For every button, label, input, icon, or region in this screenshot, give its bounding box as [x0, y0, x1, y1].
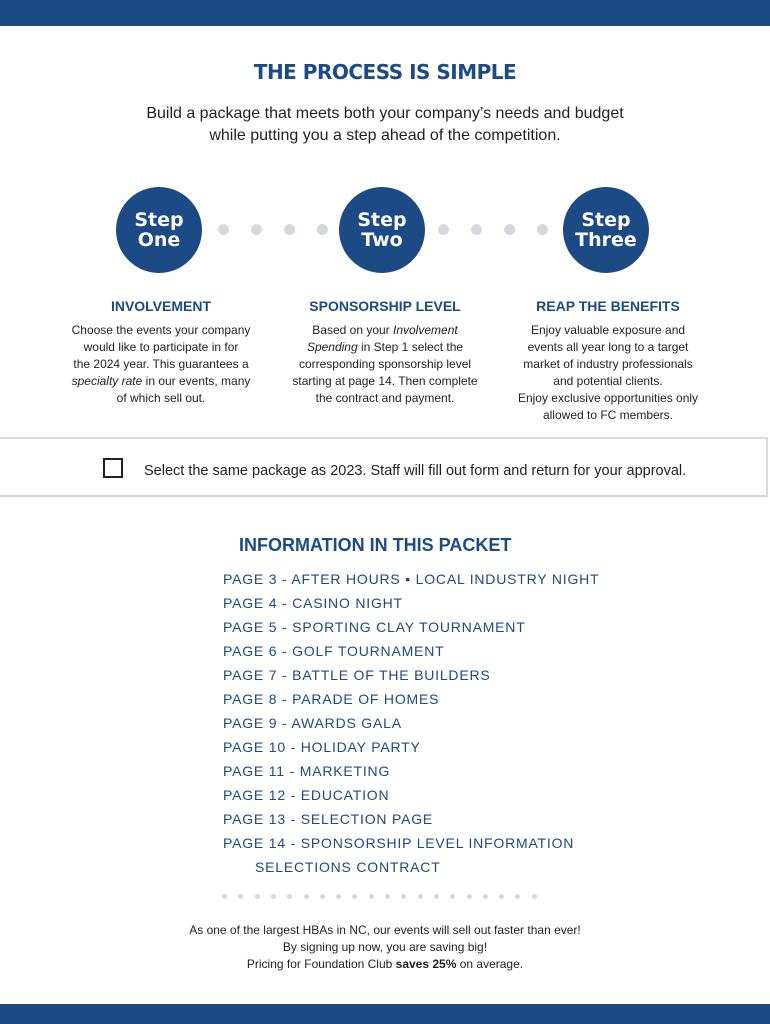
list-item: PAGE 10 - HOLIDAY PARTY: [223, 739, 421, 755]
list-item: PAGE 4 - CASINO NIGHT: [223, 595, 403, 611]
connector-dot: [471, 224, 482, 235]
list-item: PAGE 13 - SELECTION PAGE: [223, 811, 434, 827]
list-item: PAGE 14 - SPONSORSHIP LEVEL INFORMATION: [223, 835, 575, 851]
connector-dot: [537, 224, 548, 235]
connector-dot: [218, 224, 229, 235]
connector-dot: [317, 224, 328, 235]
list-item: PAGE 8 - PARADE OF HOMES: [223, 691, 440, 707]
separator-dot: [434, 894, 439, 899]
separator-dot: [499, 894, 504, 899]
separator-dot: [238, 894, 243, 899]
list-item: PAGE 6 - GOLF TOURNAMENT: [223, 643, 445, 659]
description-line: Enjoy valuable exposure and: [530, 323, 686, 337]
list-item: PAGE 3 - AFTER HOURS • LOCAL INDUSTRY NIGHT: [223, 571, 600, 587]
step-two-heading: SPONSORSHIP LEVEL: [309, 298, 461, 314]
description-line: allowed to FC members.: [542, 408, 674, 422]
step-two-description: [280, 322, 490, 407]
separator-dot: [483, 894, 488, 899]
description-line: Choose the events your company: [71, 323, 251, 337]
separator-dot: [401, 894, 406, 899]
step-label: Step: [357, 209, 407, 231]
description-line: starting at page 14. Then complete: [292, 374, 478, 388]
footer-line: [85, 956, 685, 973]
description-line: [280, 339, 490, 356]
description-text: in Step 1 select the: [357, 340, 464, 354]
step-label: Step: [581, 209, 631, 231]
spending-emphasis: Spending: [306, 340, 358, 354]
list-item: PAGE 11 - MARKETING: [223, 763, 391, 779]
separator-dot: [467, 894, 472, 899]
step-two-badge: [339, 187, 425, 273]
separator-dot: [287, 894, 292, 899]
step-label: Step: [134, 209, 184, 231]
footer-text: Pricing for Foundation Club: [246, 957, 396, 971]
list-item: PAGE 5 - SPORTING CLAY TOURNAMENT: [223, 619, 526, 635]
footer-text: on average.: [456, 957, 524, 971]
same-package-checkbox[interactable]: [103, 458, 123, 478]
list-item: PAGE 7 - BATTLE OF THE BUILDERS: [223, 667, 491, 683]
same-package-label: Select the same package as 2023. Staff will fill out form and return for your approval.: [144, 463, 687, 479]
subtitle-line: while putting you a step ahead of the competition.: [209, 127, 561, 144]
separator-dot: [450, 894, 455, 899]
separator-dot: [369, 894, 374, 899]
separator-dot: [385, 894, 390, 899]
separator-dot: [255, 894, 260, 899]
list-item: PAGE 12 - EDUCATION: [223, 787, 390, 803]
step-one-badge: [116, 187, 202, 273]
description-line: Enjoy exclusive opportunities only: [517, 391, 699, 405]
involvement-emphasis: Involvement: [393, 323, 458, 337]
list-item: SELECTIONS CONTRACT: [255, 859, 441, 875]
step-number: Two: [361, 229, 403, 251]
top-banner: [0, 0, 770, 26]
description-line: and potential clients.: [553, 374, 663, 388]
specialty-rate-emphasis: specialty rate: [71, 374, 143, 388]
description-line: the 2024 year. This guarantees a: [73, 357, 249, 371]
connector-dot: [251, 224, 262, 235]
description-line: [56, 373, 266, 390]
footer-line: By signing up now, you are saving big!: [282, 940, 488, 954]
separator-dot: [418, 894, 423, 899]
separator-dot: [352, 894, 357, 899]
step-number: One: [137, 229, 181, 251]
footer-note: [85, 922, 685, 973]
connector-dot: [504, 224, 515, 235]
description-line: would like to participate in for: [83, 340, 239, 354]
separator-dot: [271, 894, 276, 899]
subtitle-line: Build a package that meets both your company’s needs and budget: [146, 105, 624, 122]
description-line: [280, 322, 490, 339]
packet-contents-list: [223, 569, 599, 881]
step-three-heading: REAP THE BENEFITS: [536, 298, 680, 314]
description-line: corresponding sponsorship level: [298, 357, 472, 371]
description-line: events all year long to a target: [527, 340, 689, 354]
step-number: Three: [575, 229, 637, 251]
footer-line: As one of the largest HBAs in NC, our events will sell out faster than ever!: [189, 923, 581, 937]
separator-dot: [222, 894, 227, 899]
separator-dot: [304, 894, 309, 899]
step-one-heading: INVOLVEMENT: [110, 298, 212, 314]
page-title: THE PROCESS IS SIMPLE: [253, 60, 517, 84]
step-three-description: [503, 322, 713, 424]
list-item: PAGE 9 - AWARDS GALA: [223, 715, 402, 731]
connector-dot: [438, 224, 449, 235]
info-section-title: INFORMATION IN THIS PACKET: [239, 535, 512, 555]
step-three-badge: [563, 187, 649, 273]
step-one-description: [56, 322, 266, 407]
separator-dot: [532, 894, 537, 899]
description-line: the contract and payment.: [315, 391, 455, 405]
description-line: market of industry professionals: [523, 357, 693, 371]
bottom-banner: [0, 1004, 770, 1024]
description-text: in our events, many: [142, 374, 251, 388]
description-line: of which sell out.: [116, 391, 206, 405]
separator-dot: [320, 894, 325, 899]
separator-dot: [515, 894, 520, 899]
connector-dot: [284, 224, 295, 235]
page-subtitle: [85, 103, 685, 147]
description-text: Based on your: [312, 323, 393, 337]
savings-highlight: saves 25%: [395, 957, 457, 971]
separator-dot: [336, 894, 341, 899]
